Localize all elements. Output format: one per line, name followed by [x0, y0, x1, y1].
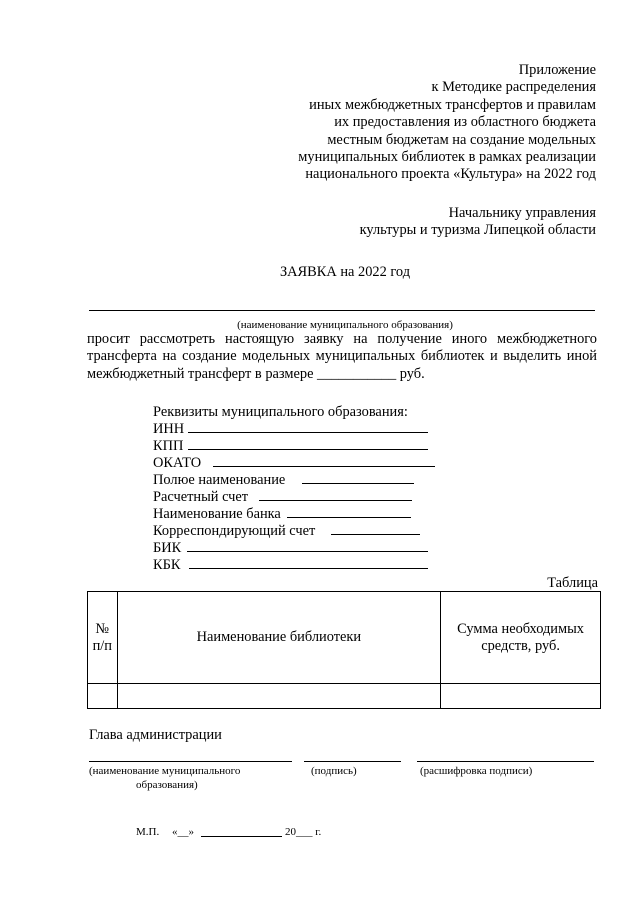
decode-line[interactable] — [417, 761, 594, 762]
signature-line[interactable] — [304, 761, 401, 762]
header-library-name: Наименование библиотеки — [117, 592, 441, 684]
header-line: местным бюджетам на создание модельных — [327, 131, 596, 148]
header-line: муниципальных библиотек в рамках реализации — [298, 149, 596, 166]
libraries-table — [87, 591, 601, 709]
cell-amount[interactable] — [441, 684, 601, 709]
stamp-mp: М.П. — [136, 826, 160, 838]
header-line: их предоставления из областного бюджета — [334, 114, 596, 131]
addressee — [360, 205, 596, 240]
appendix-header — [298, 62, 596, 184]
header-line: Приложение — [518, 62, 596, 78]
addressee-line: культуры и туризма Липецкой области — [359, 222, 596, 239]
bik-line[interactable] — [187, 551, 428, 552]
cell-number[interactable] — [88, 684, 118, 709]
field-kbk: КБК — [153, 557, 181, 573]
municipality-name-line[interactable] — [89, 310, 595, 311]
caption-municipality-cont: образования) — [136, 779, 198, 791]
caption-municipality: (наименование муниципального — [89, 765, 241, 777]
document-title: ЗАЯВКА на 2022 год — [279, 264, 411, 280]
addressee-line: Начальнику управления — [448, 205, 596, 221]
field-okato: ОКАТО — [153, 455, 202, 471]
date-day: «__» — [172, 826, 194, 838]
field-inn: ИНН — [153, 421, 185, 437]
table-header-row — [88, 592, 601, 684]
header-amount: Сумма необходимых средств, руб. — [441, 592, 601, 684]
header-line: иных межбюджетных трансфертов и правилам — [309, 96, 596, 113]
field-bik: БИК — [153, 540, 182, 556]
full-name-line[interactable] — [302, 483, 414, 484]
header-line: к Методике распределения — [431, 79, 596, 96]
table-row — [88, 684, 601, 709]
kpp-line[interactable] — [188, 449, 428, 450]
corr-account-line[interactable] — [331, 534, 420, 535]
date-year: 20___ г. — [285, 826, 322, 838]
okato-line[interactable] — [213, 466, 435, 467]
municipality-signature-line[interactable] — [89, 761, 292, 762]
field-bank: Наименование банка — [153, 506, 281, 522]
inn-line[interactable] — [188, 432, 428, 433]
bank-line[interactable] — [287, 517, 411, 518]
caption-decode: (расшифровка подписи) — [420, 765, 533, 777]
field-full-name: Полюе наименование — [153, 472, 286, 488]
caption-signature: (подпись) — [311, 765, 357, 777]
field-kpp: КПП — [153, 438, 184, 454]
request-paragraph: просит рассмотреть настоящую заявку на получение иного межбюджетного трансферта на создание модельных муниципальных библиотек и выделить иной межбюджетный трансферт в размере ___________ руб. — [87, 331, 597, 382]
field-account: Расчетный счет — [153, 489, 249, 505]
cell-library-name[interactable] — [117, 684, 441, 709]
kbk-line[interactable] — [189, 568, 428, 569]
municipality-caption: (наименование муниципального образования) — [237, 319, 453, 331]
header-number: № п/п — [88, 592, 118, 684]
signature-role: Глава администрации — [89, 727, 222, 743]
table-label: Таблица — [547, 575, 598, 591]
requisites-heading: Реквизиты муниципального образования: — [153, 404, 408, 420]
header-line: национального проекта «Культура» на 2022 год — [305, 166, 596, 183]
field-corr-account: Корреспондирующий счет — [153, 523, 316, 539]
account-line[interactable] — [259, 500, 412, 501]
date-month-line[interactable] — [201, 836, 282, 837]
